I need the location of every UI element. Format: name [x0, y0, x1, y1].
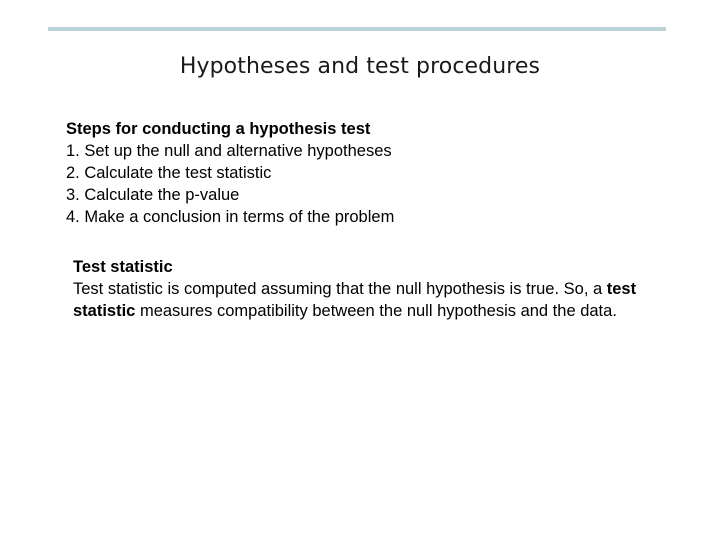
top-divider [48, 27, 666, 31]
test-statistic-paragraph [73, 278, 673, 322]
paragraph-text-start: Test statistic is computed assuming that the null hypothesis is true. So, a [73, 280, 607, 298]
step-item: 3. Calculate the p-value [66, 186, 240, 204]
step-item: 1. Set up the null and alternative hypotheses [66, 142, 392, 160]
test-statistic-section [73, 256, 673, 322]
steps-list [66, 118, 666, 228]
step-item: 2. Calculate the test statistic [66, 164, 272, 182]
steps-heading: Steps for conducting a hypothesis test [66, 120, 371, 138]
paragraph-bold-term: test statistic [73, 280, 637, 320]
test-statistic-heading: Test statistic [73, 258, 173, 276]
step-item: 4. Make a conclusion in terms of the problem [66, 208, 395, 226]
paragraph-text-end: measures compatibility between the null hypothesis and the data. [135, 302, 617, 320]
slide-title: Hypotheses and test procedures [179, 54, 541, 79]
